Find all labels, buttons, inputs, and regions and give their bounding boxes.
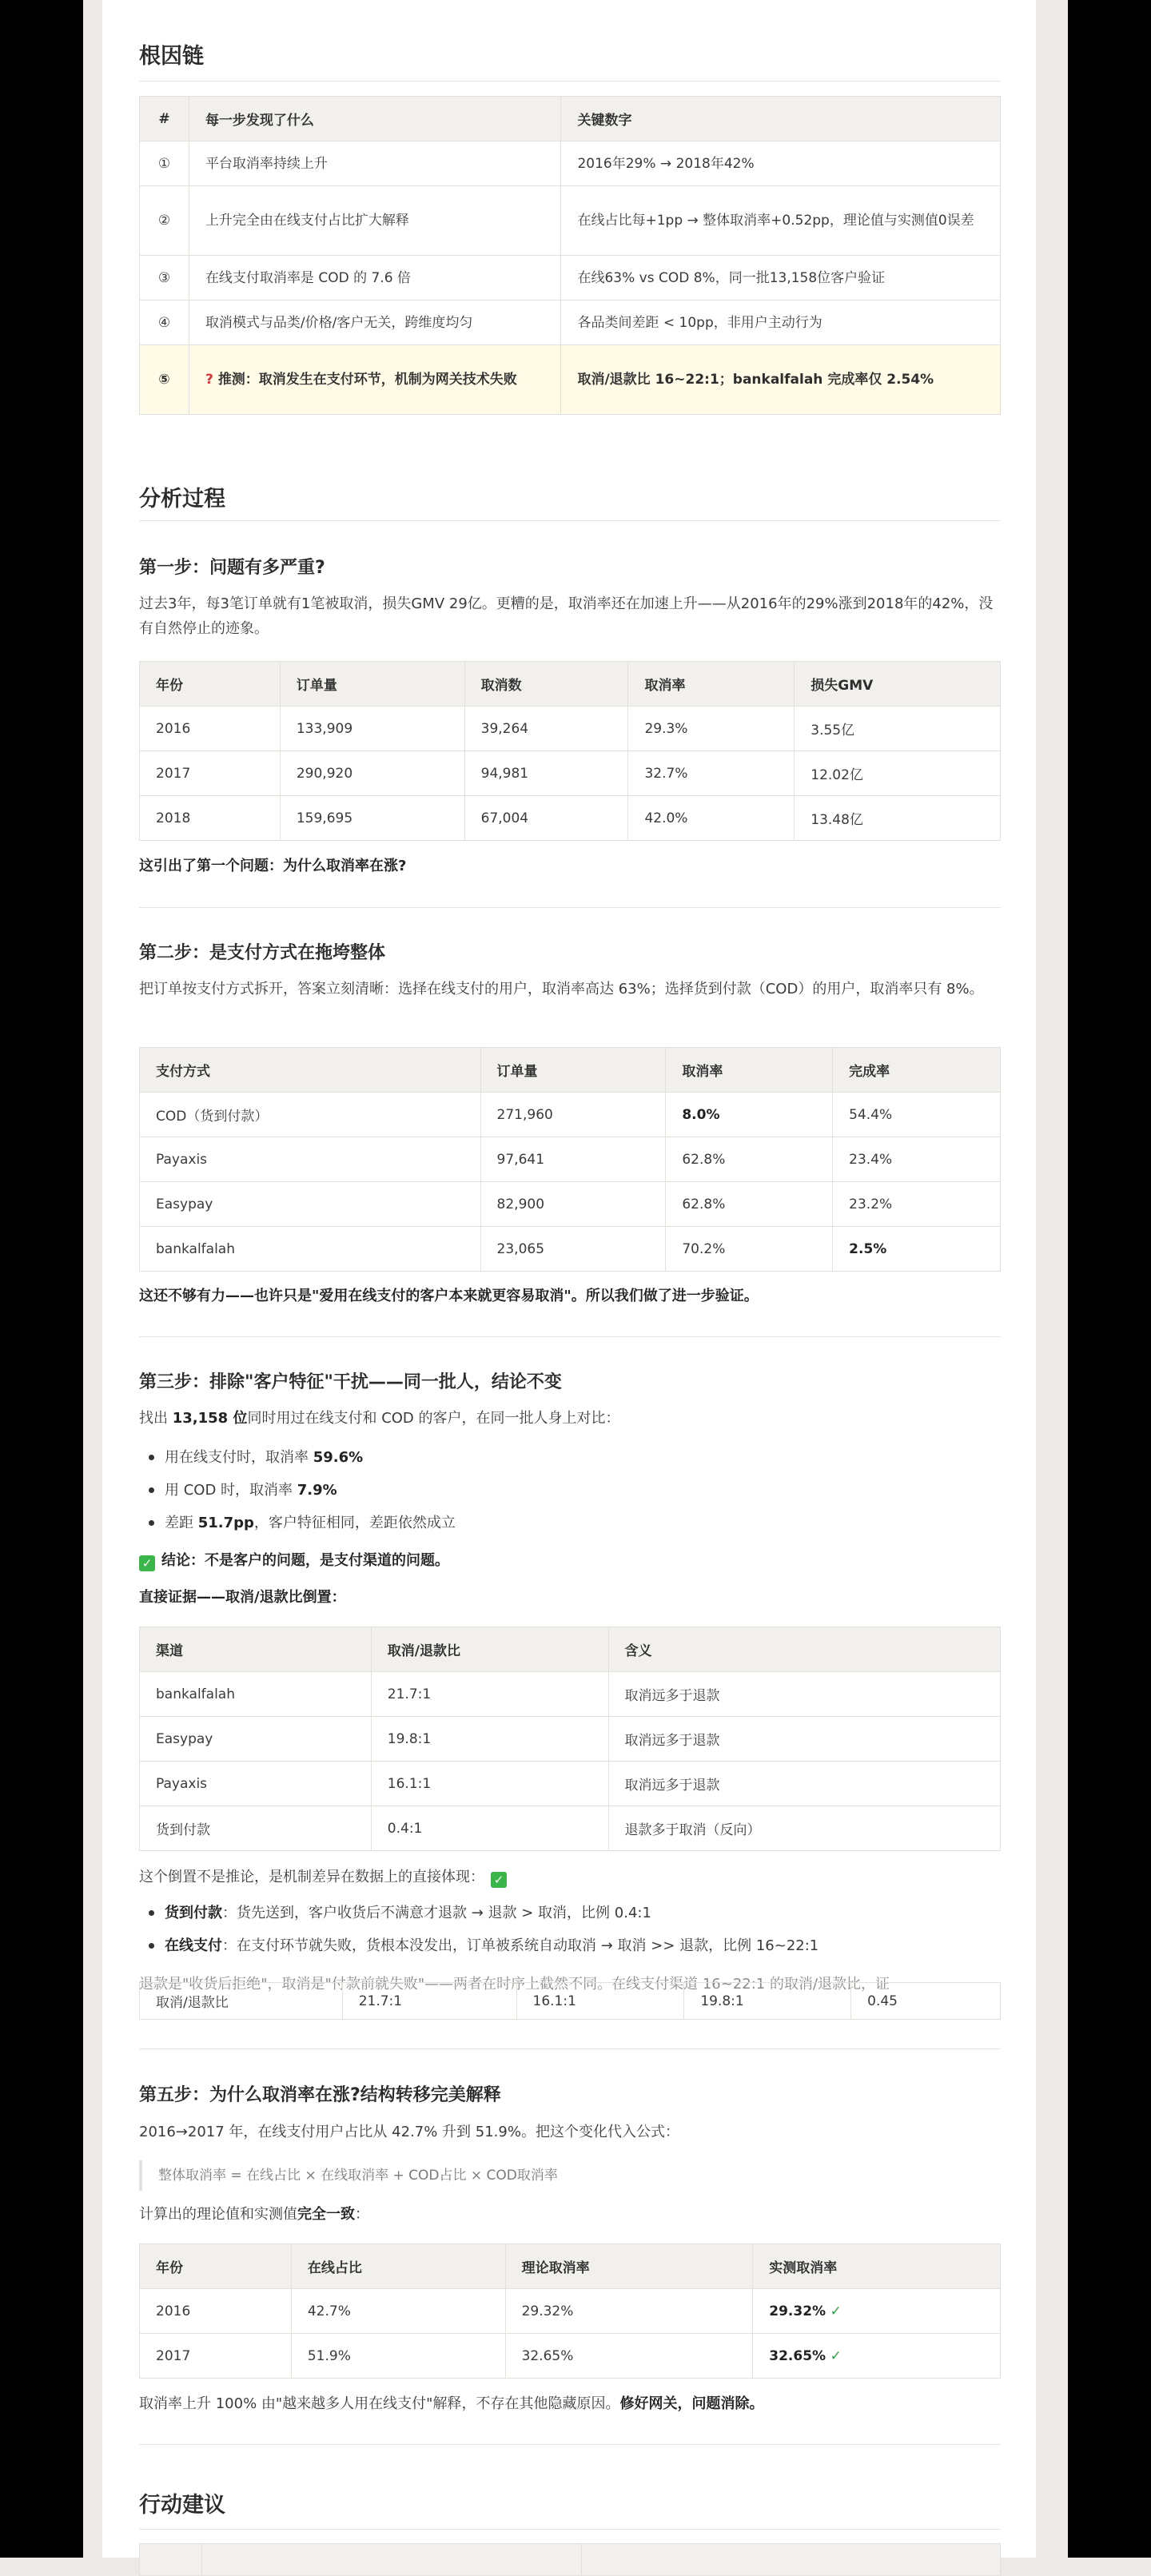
table-cell: 2017 — [140, 2334, 292, 2379]
table-cell: 23.2% — [833, 1182, 1001, 1227]
intro-text: 找出 — [139, 1410, 173, 1427]
table-cell: 51.9% — [291, 2334, 505, 2379]
table-row — [140, 186, 1001, 256]
table-cell: 32.65% — [769, 2347, 826, 2364]
step5-compare — [139, 2202, 1001, 2227]
table-header: # — [140, 97, 189, 141]
left-black-bar — [0, 0, 83, 2558]
step-numbers: 在线63% vs COD 8%，同一批13,158位客户验证 — [561, 256, 1001, 301]
table-cell: 23.4% — [833, 1137, 1001, 1182]
bullet-text: 用在线支付时，取消率 — [165, 1449, 313, 1466]
table-header: 订单量 — [480, 1048, 666, 1093]
step-numbers: 各品类间差距 < 10pp，非用户主动行为 — [561, 301, 1001, 345]
measured-cell — [753, 2334, 1001, 2379]
table-row — [140, 1182, 1001, 1227]
table-cell: 取消远多于退款 — [608, 1672, 1000, 1717]
table-cell: 94,981 — [464, 751, 628, 796]
step5-table — [139, 2244, 1001, 2379]
table-cell: 货到付款 — [140, 1806, 372, 1851]
table-header: 取消数 — [464, 662, 628, 707]
table-header: 关键数字 — [561, 97, 1001, 141]
step3-title: 第三步：排除"客户特征"干扰——同一批人，结论不变 — [139, 1372, 562, 1392]
table-cell: 2016 — [140, 2289, 292, 2334]
table-row — [140, 751, 1001, 796]
table-header: 取消率 — [628, 662, 795, 707]
step-finding: 上升完全由在线支付占比扩大解释 — [189, 186, 561, 256]
step-finding: 在线支付取消率是 COD 的 7.6 倍 — [189, 256, 561, 301]
question-icon: ? — [205, 372, 213, 388]
table-cell: 取消远多于退款 — [608, 1762, 1000, 1806]
document-page — [102, 0, 1036, 2558]
list-item — [139, 1929, 1001, 1962]
step-finding: 取消模式与品类/价格/客户无关，跨维度均匀 — [189, 301, 561, 345]
list-item — [139, 1474, 1001, 1507]
mechanism-list — [139, 1897, 1001, 1962]
step-number: ① — [140, 141, 189, 186]
heading-rule — [139, 520, 1001, 521]
table-row — [140, 1762, 1001, 1806]
bullet-text: ，客户特征相同，差距依然成立 — [253, 1515, 456, 1531]
table-header — [140, 2544, 202, 2576]
table-cell: 133,909 — [280, 707, 464, 751]
actions-heading: 行动建议 — [139, 2493, 225, 2518]
step-finding-cell — [189, 345, 561, 415]
table-cell: 19.8:1 — [684, 1983, 851, 2020]
check-box-icon: ✓ — [139, 1555, 155, 1571]
table-row — [140, 1672, 1001, 1717]
table-header: 实测取消率 — [753, 2244, 1001, 2289]
mechanism-text: ：货先送到，客户收货后不满意才退款 → 退款 > 取消，比例 0.4:1 — [222, 1905, 651, 1921]
table-cell: bankalfalah — [140, 1227, 481, 1272]
step5-text: 2016→2017 年，在线支付用户占比从 42.7% 升到 51.9%。把这个变化代入公式： — [139, 2124, 679, 2140]
left-margin — [83, 0, 102, 2558]
table-row — [140, 2289, 1001, 2334]
table-cell: 97,641 — [480, 1137, 666, 1182]
table-cell: 取消远多于退款 — [608, 1717, 1000, 1762]
table-cell: 39,264 — [464, 707, 628, 751]
table-row — [140, 1983, 1001, 2020]
table-cell: Easypay — [140, 1182, 481, 1227]
table-header-row — [140, 1627, 1001, 1672]
step3-table — [139, 1626, 1001, 1851]
table-row — [140, 1093, 1001, 1137]
table-header — [201, 2544, 582, 2576]
table-row — [140, 796, 1001, 841]
table-header: 年份 — [140, 2244, 292, 2289]
step1-text: 过去3年，每3笔订单就有1笔被取消，损失GMV 29亿。更糟的是，取消率还在加速上升——从2016年的29%涨到2018年的42%，没有自然停止的迹象。 — [139, 595, 994, 637]
right-margin — [1036, 0, 1068, 2558]
section-divider — [139, 1336, 1001, 1337]
table-row — [140, 1806, 1001, 1851]
inference-sentence: 这个倒置不是推论，是机制差异在数据上的直接体现： — [139, 1869, 484, 1885]
step-finding: 平台取消率持续上升 — [189, 141, 561, 186]
table-cell: 159,695 — [280, 796, 464, 841]
compare-text: 计算出的理论值和实测值 — [139, 2206, 297, 2223]
analysis-heading: 分析过程 — [139, 487, 225, 512]
compare-text: ： — [355, 2206, 369, 2223]
table-header-row — [140, 2544, 1001, 2576]
table-header: 取消率 — [666, 1048, 833, 1093]
table-header: 订单量 — [280, 662, 464, 707]
table-cell: 70.2% — [666, 1227, 833, 1272]
table-cell: 32.65% — [505, 2334, 753, 2379]
step-number: ② — [140, 186, 189, 256]
step2-text: 把订单按支付方式拆开，答案立刻清晰：选择在线支付的用户，取消率高达 63%；选择货到付款（COD）的用户，取消率只有 8%。 — [139, 981, 984, 997]
bullet-emphasis: 59.6% — [313, 1449, 364, 1466]
table-cell: bankalfalah — [140, 1672, 372, 1717]
table-cell: 42.7% — [291, 2289, 505, 2334]
step-number: ⑤ — [140, 345, 189, 415]
intro-emphasis: 13,158 位 — [172, 1410, 248, 1427]
table-row — [140, 1717, 1001, 1762]
table-header: 渠道 — [140, 1627, 372, 1672]
step1-conclusion: 这引出了第一个问题：为什么取消率在涨? — [139, 858, 407, 874]
table-cell: 271,960 — [480, 1093, 666, 1137]
table-cell: 62.8% — [666, 1182, 833, 1227]
table-row — [140, 301, 1001, 345]
bullet-emphasis: 7.9% — [297, 1482, 337, 1499]
verdict-text: 结论：不是客户的问题，是支付渠道的问题。 — [161, 1552, 449, 1569]
step3-bullet-list — [139, 1441, 1001, 1539]
evidence-title: 直接证据——取消/退款比倒置： — [139, 1589, 346, 1606]
mechanism-label: 货到付款 — [165, 1905, 222, 1921]
root-chain-table — [139, 96, 1001, 415]
table-header: 含义 — [608, 1627, 1000, 1672]
table-row — [140, 2334, 1001, 2379]
table-cell: 21.7:1 — [371, 1672, 608, 1717]
table-header: 年份 — [140, 662, 281, 707]
table-header: 支付方式 — [140, 1048, 481, 1093]
table-cell: 29.32% — [769, 2303, 826, 2319]
step2-table — [139, 1047, 1001, 1272]
table-cell: Payaxis — [140, 1762, 372, 1806]
table-cell: 2.5% — [833, 1227, 1001, 1272]
step3-verdict — [139, 1548, 1001, 1573]
table-cell: COD（货到付款） — [140, 1093, 481, 1137]
table-cell: 0.4:1 — [371, 1806, 608, 1851]
step5-final — [139, 2391, 1001, 2416]
step1-table — [139, 661, 1001, 841]
heading-rule — [139, 2529, 1001, 2530]
intro-text: 同时用过在线支付和 COD 的客户，在同一批人身上对比： — [247, 1410, 620, 1427]
table-cell: 32.7% — [628, 751, 795, 796]
bullet-text: 差距 — [165, 1515, 198, 1531]
step2-title: 第二步：是支付方式在拖垮整体 — [139, 943, 386, 963]
table-row — [140, 707, 1001, 751]
table-header-row — [140, 662, 1001, 707]
step-numbers: 在线占比每+1pp → 整体取消率+0.52pp，理论值与实测值0误差 — [561, 186, 1001, 256]
measured-cell — [753, 2289, 1001, 2334]
table-cell: 13.48亿 — [795, 796, 1001, 841]
step5-title: 第五步：为什么取消率在涨?结构转移完美解释 — [139, 2085, 501, 2105]
table-cell: 21.7:1 — [342, 1983, 516, 2020]
table-header: 理论取消率 — [505, 2244, 753, 2289]
table-row — [140, 1137, 1001, 1182]
table-cell: 54.4% — [833, 1093, 1001, 1137]
step-number: ④ — [140, 301, 189, 345]
table-cell: 16.1:1 — [371, 1762, 608, 1806]
section-divider — [139, 2048, 1001, 2049]
list-item — [139, 1441, 1001, 1474]
mechanism-text: ：在支付环节就失败，货根本没发出，订单被系统自动取消 → 取消 >> 退款，比例 16~22:1 — [222, 1937, 819, 1954]
table-row — [140, 1227, 1001, 1272]
list-item — [139, 1507, 1001, 1539]
list-item — [139, 1897, 1001, 1929]
step-numbers: 2016年29% → 2018年42% — [561, 141, 1001, 186]
step1-title: 第一步：问题有多严重? — [139, 558, 325, 578]
inference-text — [139, 1865, 1001, 1889]
clipped-ratio-table — [139, 1982, 1001, 2020]
table-header-row — [140, 1048, 1001, 1093]
table-cell: 290,920 — [280, 751, 464, 796]
step-finding: 推测：取消发生在支付环节，机制为网关技术失败 — [217, 372, 517, 388]
bullet-text: 用 COD 时，取消率 — [165, 1482, 297, 1499]
table-row-highlight — [140, 345, 1001, 415]
checkmark-icon: ✓ — [830, 2303, 842, 2319]
table-cell: 取消/退款比 — [140, 1983, 343, 2020]
table-cell: Payaxis — [140, 1137, 481, 1182]
table-cell: Easypay — [140, 1717, 372, 1762]
table-cell: 16.1:1 — [516, 1983, 684, 2020]
table-header: 每一步发现了什么 — [189, 97, 561, 141]
table-cell: 3.55亿 — [795, 707, 1001, 751]
actions-table-top — [139, 2543, 1001, 2576]
heading-rule — [139, 81, 1001, 82]
table-cell: 67,004 — [464, 796, 628, 841]
table-cell: 19.8:1 — [371, 1717, 608, 1762]
step-number: ③ — [140, 256, 189, 301]
table-row — [140, 256, 1001, 301]
table-cell: 2017 — [140, 751, 281, 796]
table-cell: 0.45 — [851, 1983, 1001, 2020]
right-black-bar — [1068, 0, 1151, 2558]
check-box-icon: ✓ — [491, 1872, 507, 1888]
section-divider — [139, 2444, 1001, 2445]
table-cell: 退款多于取消（反向） — [608, 1806, 1000, 1851]
final-text: 取消率上升 100% 由"越来越多人用在线支付"解释，不存在其他隐藏原因。 — [139, 2395, 620, 2412]
compare-emphasis: 完全一致 — [297, 2206, 355, 2223]
mechanism-label: 在线支付 — [165, 1937, 222, 1954]
table-cell: 2016 — [140, 707, 281, 751]
clipped-text-line: 退款是"收货后拒绝"，取消是"付款前就失败"——两者在时序上截然不同。在线支付渠道 16~22:1 的取消/退款比，证 — [139, 1976, 890, 1993]
root-chain-heading: 根因链 — [139, 44, 204, 69]
table-cell: 82,900 — [480, 1182, 666, 1227]
table-cell: 8.0% — [666, 1093, 833, 1137]
table-row — [140, 141, 1001, 186]
table-cell: 12.02亿 — [795, 751, 1001, 796]
table-header — [582, 2544, 1001, 2576]
table-header-row — [140, 97, 1001, 141]
table-cell: 23,065 — [480, 1227, 666, 1272]
table-cell: 2018 — [140, 796, 281, 841]
table-cell: 29.3% — [628, 707, 795, 751]
section-divider — [139, 907, 1001, 908]
bullet-emphasis: 51.7pp — [197, 1515, 254, 1531]
table-cell: 42.0% — [628, 796, 795, 841]
table-cell: 29.32% — [505, 2289, 753, 2334]
table-header: 损失GMV — [795, 662, 1001, 707]
checkmark-icon: ✓ — [830, 2347, 842, 2364]
table-header-row — [140, 2244, 1001, 2289]
table-header: 完成率 — [833, 1048, 1001, 1093]
table-header: 在线占比 — [291, 2244, 505, 2289]
final-emphasis: 修好网关，问题消除。 — [619, 2395, 764, 2412]
formula-quote: 整体取消率 = 在线占比 × 在线取消率 + COD占比 × COD取消率 — [139, 2160, 1001, 2191]
step2-conclusion: 这还不够有力——也许只是"爱用在线支付的客户本来就更容易取消"。所以我们做了进一步验证。 — [139, 1288, 759, 1304]
table-cell: 62.8% — [666, 1137, 833, 1182]
table-header: 取消/退款比 — [371, 1627, 608, 1672]
step3-intro — [139, 1406, 1001, 1431]
step-numbers: 取消/退款比 16~22:1；bankalfalah 完成率仅 2.54% — [561, 345, 1001, 415]
